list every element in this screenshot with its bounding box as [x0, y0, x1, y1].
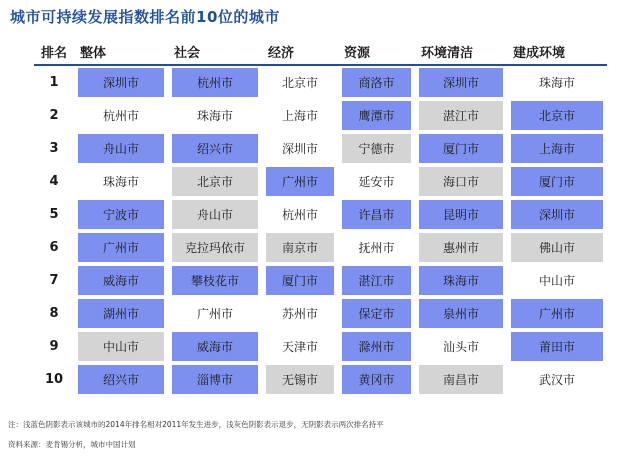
rank-cell: 10: [44, 372, 64, 387]
column-header-built-environment: 建成环境: [507, 38, 607, 66]
table-cell: [168, 66, 262, 99]
city-name: 上海市: [281, 109, 318, 123]
table-cell: [338, 231, 415, 264]
table-cell: [415, 264, 507, 297]
city-name: 中山市: [538, 274, 575, 288]
table-cell: [338, 297, 415, 330]
table-cell: [74, 165, 168, 198]
city-name: 佛山市: [511, 233, 603, 262]
table-cell: [415, 231, 507, 264]
table-cell: [507, 99, 607, 132]
city-name: 汕头市: [442, 340, 479, 354]
city-name: 威海市: [172, 332, 258, 361]
table-cell: [74, 264, 168, 297]
city-name: 天津市: [281, 340, 318, 354]
table-cell: [415, 198, 507, 231]
column-header-economy: 经济: [262, 38, 338, 66]
city-name: 黄冈市: [342, 365, 411, 394]
table-cell: [262, 165, 338, 198]
city-name: 北京市: [511, 101, 603, 130]
city-name: 南昌市: [419, 365, 503, 394]
table-cell: [507, 132, 607, 165]
table-cell: [262, 363, 338, 396]
table-cell: [338, 66, 415, 99]
table-cell: [507, 363, 607, 396]
rank-cell: 5: [49, 207, 59, 222]
city-name: 湛江市: [342, 266, 411, 295]
city-name: 北京市: [172, 167, 258, 196]
city-name: 北京市: [281, 76, 318, 90]
table-cell: [338, 198, 415, 231]
rank-cell: 1: [49, 75, 59, 90]
table-row: [34, 132, 607, 165]
city-name: 威海市: [78, 266, 164, 295]
city-name: 广州市: [196, 307, 233, 321]
city-name: 杭州市: [172, 68, 258, 97]
city-name: 海口市: [419, 167, 503, 196]
city-name: 广州市: [266, 167, 334, 196]
city-name: 深圳市: [78, 68, 164, 97]
source-note: 资料来源：麦肯锡分析，城市中国计划: [8, 440, 136, 449]
city-name: 湖州市: [78, 299, 164, 328]
footnote: 注：浅蓝色阴影表示该城市的2014年排名相对2011年发生进步，浅灰色阴影表示退步，无阴影表示两次排名持平: [8, 420, 384, 429]
table-cell: [338, 132, 415, 165]
table-cell: [262, 297, 338, 330]
table-header-row: [34, 38, 607, 66]
table-cell: [507, 165, 607, 198]
column-header-environment: 环境清洁: [415, 38, 507, 66]
city-name: 滁州市: [342, 332, 411, 361]
city-name: 舟山市: [78, 134, 164, 163]
table-cell: [507, 297, 607, 330]
table-cell: [415, 132, 507, 165]
table-cell: [415, 330, 507, 363]
city-name: 厦门市: [511, 167, 603, 196]
city-name: 厦门市: [266, 266, 334, 295]
table-cell: [262, 66, 338, 99]
rank-cell: 7: [49, 273, 59, 288]
city-name: 惠州市: [419, 233, 503, 262]
rank-cell: 2: [49, 108, 59, 123]
table-cell: [507, 198, 607, 231]
table-cell: [262, 231, 338, 264]
city-name: 宁德市: [342, 134, 411, 163]
table-cell: [74, 297, 168, 330]
table-row: [34, 264, 607, 297]
rank-cell: 6: [49, 240, 59, 255]
city-name: 舟山市: [172, 200, 258, 229]
city-name: 珠海市: [419, 266, 503, 295]
table-cell: [507, 330, 607, 363]
table-cell: [338, 99, 415, 132]
city-name: 深圳市: [419, 68, 503, 97]
rank-cell: 8: [49, 306, 59, 321]
city-name: 绍兴市: [172, 134, 258, 163]
city-name: 珠海市: [102, 175, 139, 189]
city-name: 延安市: [358, 175, 395, 189]
table-row: [34, 66, 607, 99]
table-cell: [415, 99, 507, 132]
table-cell: [74, 198, 168, 231]
city-name: 深圳市: [281, 142, 318, 156]
table-row: [34, 363, 607, 396]
table-cell: [415, 297, 507, 330]
table-cell: [338, 264, 415, 297]
column-header-resources: 资源: [338, 38, 415, 66]
city-name: 湛江市: [419, 101, 503, 130]
table-cell: [415, 66, 507, 99]
table-cell: [507, 231, 607, 264]
table-cell: [74, 99, 168, 132]
table-cell: [168, 198, 262, 231]
city-name: 杭州市: [281, 208, 318, 222]
table-cell: [262, 132, 338, 165]
table-cell: [338, 165, 415, 198]
city-name: 上海市: [511, 134, 603, 163]
city-name: 绍兴市: [78, 365, 164, 394]
table-cell: [168, 165, 262, 198]
page-title: 城市可持续发展指数排名前10位的城市: [10, 8, 280, 26]
table-cell: [262, 198, 338, 231]
table-row: [34, 297, 607, 330]
city-name: 宁波市: [78, 200, 164, 229]
city-name: 珠海市: [196, 109, 233, 123]
table-cell: [74, 66, 168, 99]
column-header-overall: 整体: [74, 38, 168, 66]
table-cell: [168, 231, 262, 264]
table-cell: [338, 330, 415, 363]
table-cell: [338, 363, 415, 396]
city-name: 攀枝花市: [172, 266, 258, 295]
city-name: 淄博市: [172, 365, 258, 394]
table-row: [34, 330, 607, 363]
ranking-table: [34, 38, 607, 396]
city-name: 南京市: [266, 233, 334, 262]
city-name: 深圳市: [511, 200, 603, 229]
city-name: 鹰潭市: [342, 101, 411, 130]
city-name: 商洛市: [342, 68, 411, 97]
city-name: 泉州市: [419, 299, 503, 328]
city-name: 许昌市: [342, 200, 411, 229]
city-name: 克拉玛依市: [172, 233, 258, 262]
table-cell: [74, 231, 168, 264]
city-name: 杭州市: [102, 109, 139, 123]
table-cell: [168, 132, 262, 165]
city-name: 苏州市: [281, 307, 318, 321]
table-cell: [415, 363, 507, 396]
city-name: 莆田市: [511, 332, 603, 361]
city-name: 抚州市: [358, 241, 395, 255]
table-cell: [507, 264, 607, 297]
city-name: 广州市: [511, 299, 603, 328]
city-name: 武汉市: [538, 373, 575, 387]
rank-cell: 3: [49, 141, 59, 156]
table-row: [34, 231, 607, 264]
table-row: [34, 165, 607, 198]
city-name: 珠海市: [538, 76, 575, 90]
table-cell: [74, 363, 168, 396]
table-cell: [262, 264, 338, 297]
table-cell: [415, 165, 507, 198]
table-row: [34, 198, 607, 231]
table-cell: [168, 297, 262, 330]
table-cell: [507, 66, 607, 99]
table-cell: [168, 363, 262, 396]
table-cell: [262, 99, 338, 132]
city-name: 无锡市: [266, 365, 334, 394]
rank-cell: 9: [49, 339, 59, 354]
table-cell: [74, 132, 168, 165]
table-cell: [168, 264, 262, 297]
table-cell: [168, 99, 262, 132]
table-cell: [168, 330, 262, 363]
table-body: [34, 66, 607, 396]
table-row: [34, 99, 607, 132]
table-cell: [74, 330, 168, 363]
city-name: 中山市: [78, 332, 164, 361]
city-name: 昆明市: [419, 200, 503, 229]
column-header-rank: 排名: [34, 38, 74, 66]
table-cell: [262, 330, 338, 363]
city-name: 厦门市: [419, 134, 503, 163]
column-header-society: 社会: [168, 38, 262, 66]
rank-cell: 4: [49, 174, 59, 189]
city-name: 保定市: [342, 299, 411, 328]
city-name: 广州市: [78, 233, 164, 262]
